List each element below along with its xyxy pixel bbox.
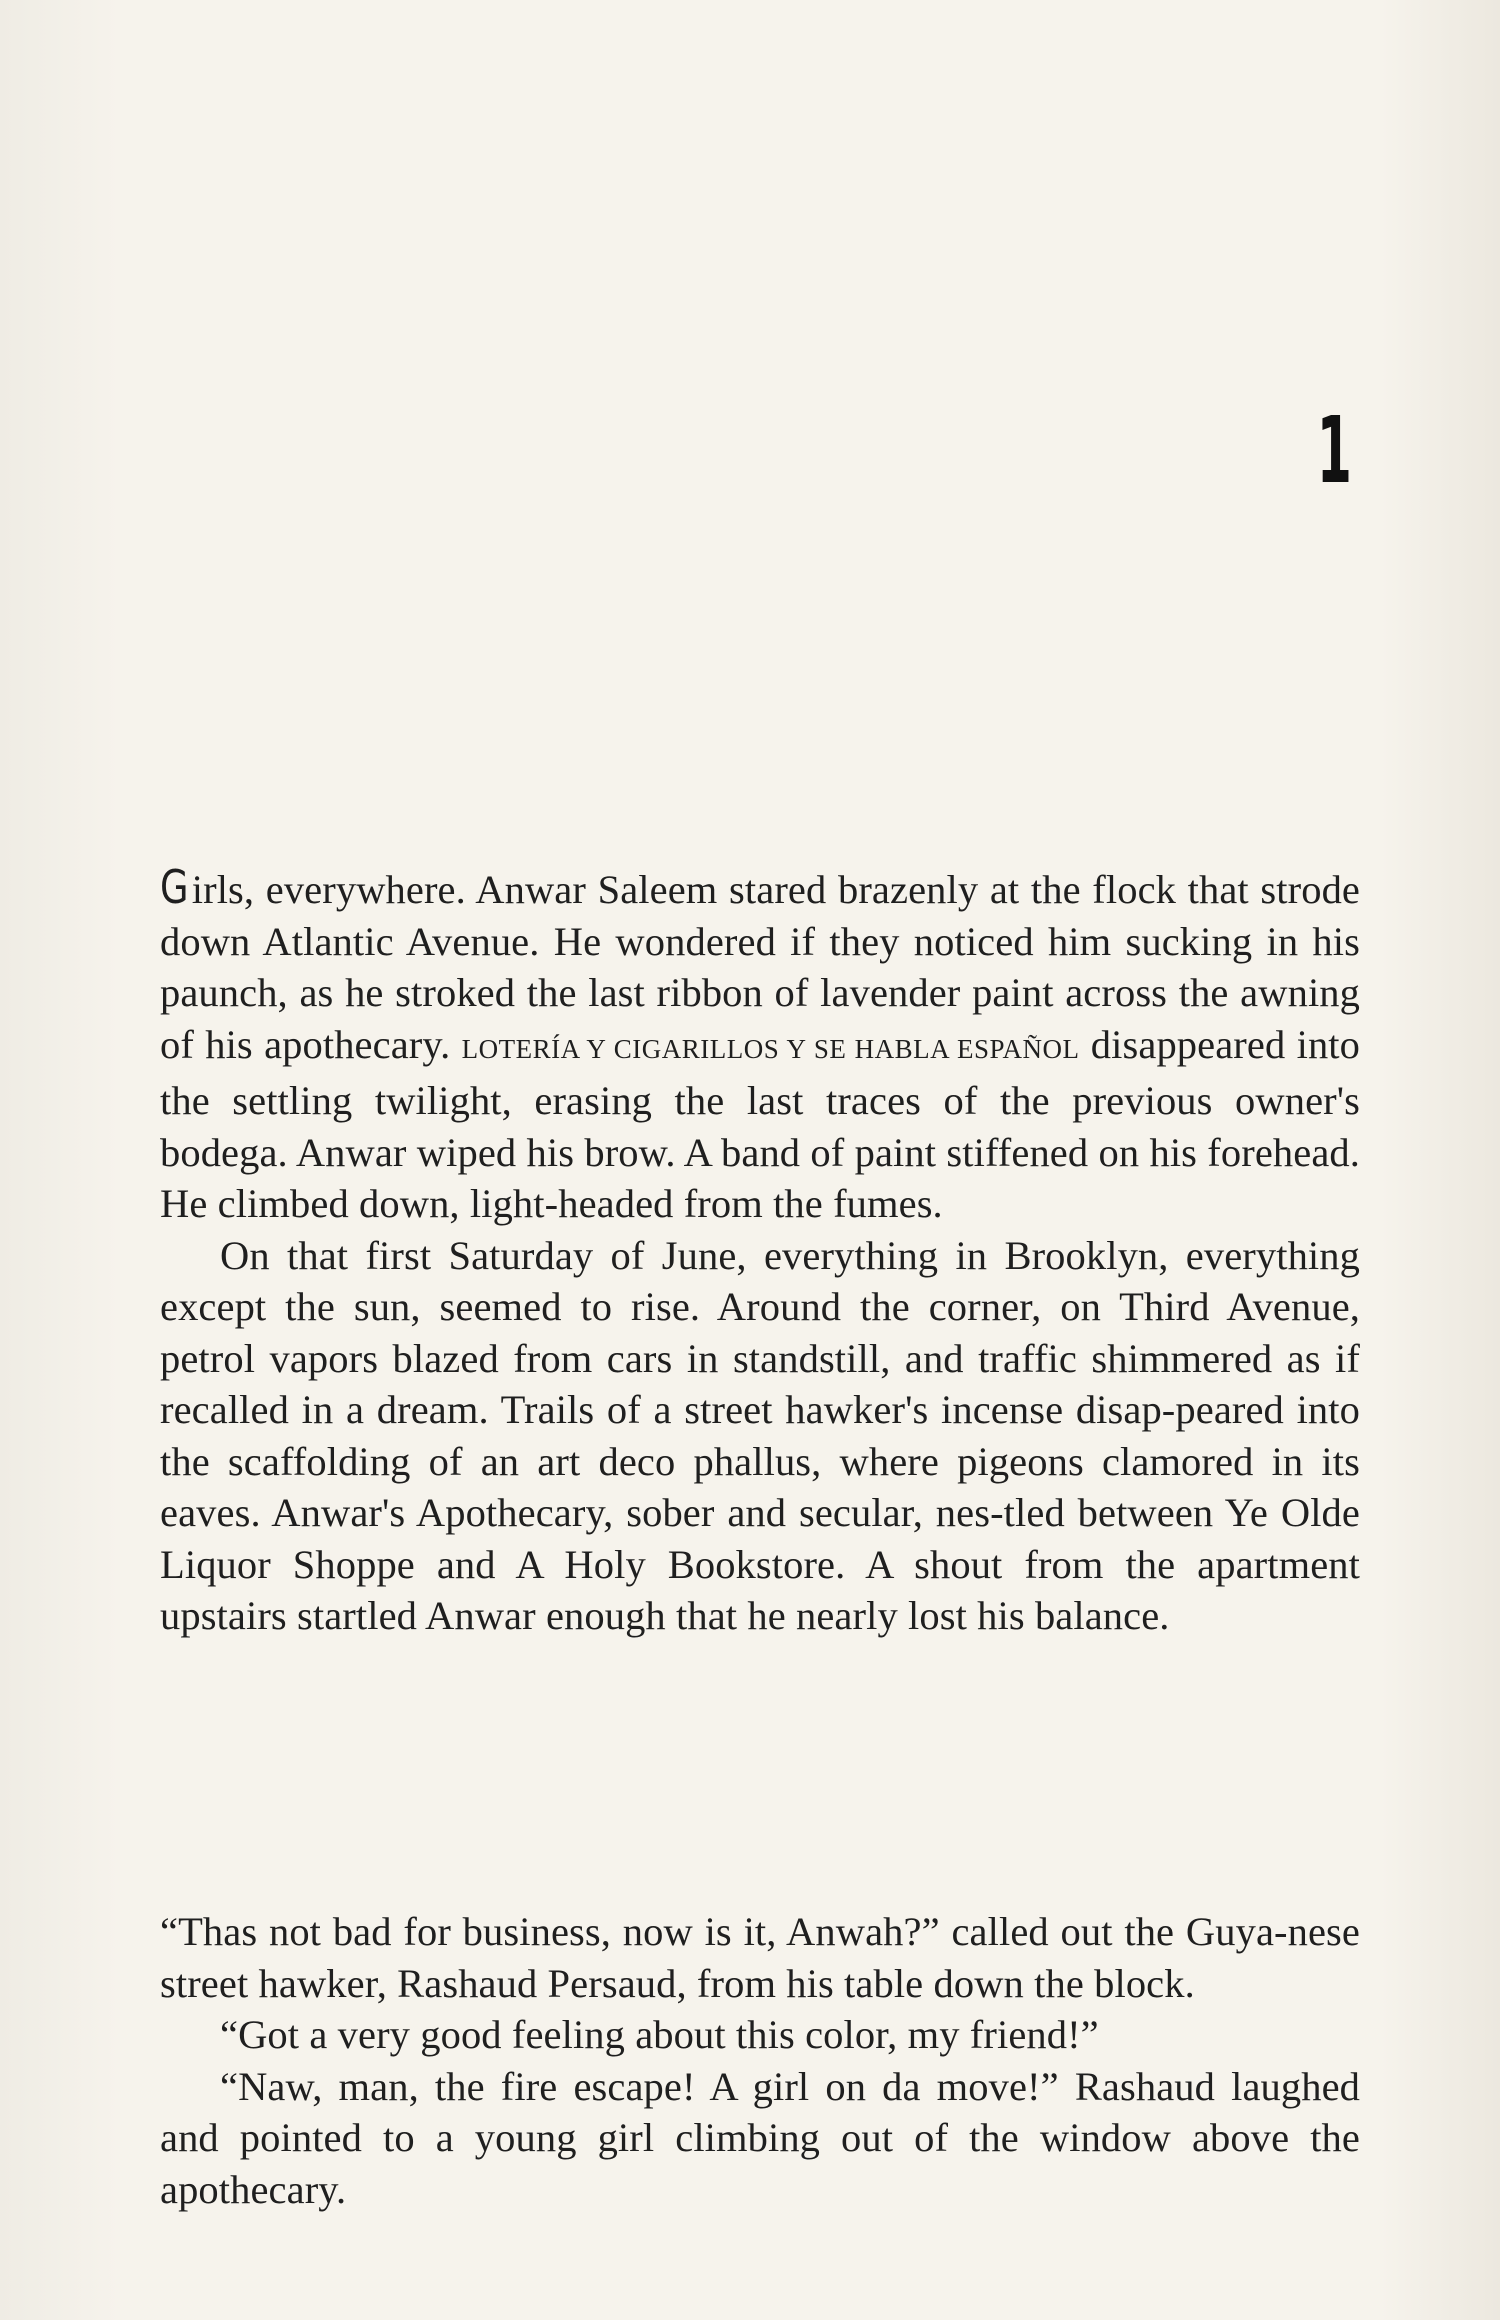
paragraph-brooklyn: On that first Saturday of June, everything in Brooklyn, everything except the sun, seemed to rise. Around the corner, on Third Avenue, petrol vapors blazed from cars in standstill, and traffic shimmered as if recalled in a dream. Trails of a street hawker's incense disap-peared into the scaffolding of an art deco phallus, where pigeons clamored in its eaves. Anwar's Apothecary, sober and secular, nes-tled between Ye Olde Liquor Shoppe and A Holy Bookstore. A shout from the apartment upstairs startled Anwar enough that he nearly lost his balance. <box>160 1232 1360 1638</box>
paragraph-rashaud-call: “Thas not bad for business, now is it, Anwah?” called out the Guya-nese street hawker, Rashaud Persaud, from his table down the block. <box>160 1909 1360 2006</box>
paragraph-anwar-reply: “Got a very good feeling about this color, my friend!” <box>220 2012 1099 2057</box>
paragraph-opening-lead: irls, everywhere. Anwar Saleem stared brazenly at the flock that strode down Atlantic Avenue. He wondered if they noticed him sucking in his paunch, as he stroked the last ribbon of lavender paint across the awning of his apothecary. <box>160 867 1360 1067</box>
second-section <box>160 1906 1360 2215</box>
paragraph-fire-escape: “Naw, man, the fire escape! A girl on da move!” Rashaud laughed and pointed to a young girl climbing out of the window above the apothecary. <box>160 2063 1360 2212</box>
paragraph-opening <box>160 862 1360 1230</box>
paragraph-opening-rest: disappeared into the settling twilight, erasing the last traces of the previous owner's bodega. Anwar wiped his brow. A band of paint stiffened on his forehead. He climbed down, light-headed from the fumes. <box>160 1021 1360 1226</box>
chapter-opening-section <box>160 862 1360 1642</box>
initial-letter: G <box>160 860 189 914</box>
chapter-number: 1 <box>1316 397 1352 504</box>
sign-text-smallcaps: LOTERÍA Y CIGARILLOS Y SE HABLA ESPAÑOL <box>461 1033 1080 1064</box>
